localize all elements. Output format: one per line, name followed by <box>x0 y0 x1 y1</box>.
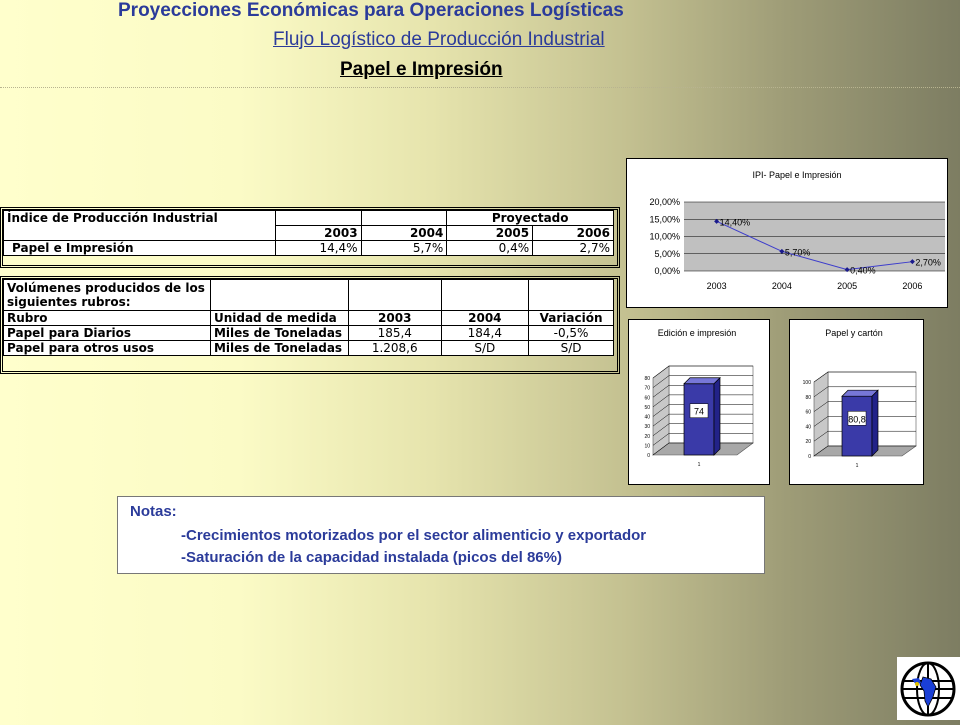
ipi-line-chart <box>626 158 948 308</box>
x-tick-label: 1 <box>855 463 859 469</box>
data-label: 2,70% <box>915 257 941 268</box>
x-tick-label: 2006 <box>902 281 923 291</box>
papel-carton-bar-chart <box>789 319 924 485</box>
ipi-value: 0,4% <box>447 241 533 256</box>
bar <box>684 384 714 455</box>
volume-table <box>3 279 614 356</box>
x-tick-label: 2003 <box>706 281 727 291</box>
bar-side <box>714 378 720 455</box>
y-tick-label: 0 <box>647 453 650 459</box>
x-tick-label: 2005 <box>837 281 858 291</box>
y-tick-label: 20 <box>644 433 650 440</box>
y-tick-label: 10,00% <box>649 231 680 242</box>
ipi-row-label: Papel e Impresión <box>4 241 276 256</box>
table-cell: Miles de Toneladas <box>210 326 348 341</box>
y-tick-label: 40 <box>805 424 811 431</box>
chart-title: Edición e impresión <box>657 328 737 338</box>
y-tick-label: 20 <box>805 439 811 446</box>
edicion-bar-chart <box>628 319 770 485</box>
y-tick-label: 100 <box>802 380 811 386</box>
table-cell: -0,5% <box>529 326 614 341</box>
table-row <box>4 326 614 341</box>
section-title: Papel e Impresión <box>340 59 503 80</box>
y-tick-label: 0 <box>808 454 811 460</box>
projected-header: Proyectado <box>447 211 614 226</box>
table-cell: Miles de Toneladas <box>210 341 348 356</box>
column-header: Variación <box>529 311 614 326</box>
year-header: 2005 <box>447 226 533 241</box>
column-header: 2004 <box>441 311 529 326</box>
x-tick-label: 2004 <box>771 281 792 291</box>
table-cell: 1.208,6 <box>348 341 441 356</box>
y-tick-label: 20,00% <box>649 197 680 207</box>
y-tick-label: 80 <box>805 394 811 401</box>
globe-icon <box>897 657 960 720</box>
y-tick-label: 60 <box>805 409 811 416</box>
year-header: 2003 <box>275 226 361 241</box>
y-tick-label: 40 <box>644 414 650 421</box>
edicion-bar-chart-svg <box>629 320 769 484</box>
papel-carton-bar-chart-svg <box>790 320 923 484</box>
ipi-table-title: Índice de Producción Industrial <box>4 211 276 241</box>
subtitle-link[interactable]: Flujo Logístico de Producción Industrial <box>273 29 605 50</box>
table-cell: S/D <box>441 341 529 356</box>
note-item: -Saturación de la capacidad instalada (picos del 86%) <box>181 549 562 566</box>
notes-heading: Notas: <box>130 503 177 520</box>
chart-title: IPI- Papel e Impresión <box>752 170 842 180</box>
ipi-value: 2,7% <box>533 241 614 256</box>
data-label: 5,70% <box>784 247 811 258</box>
table-cell: S/D <box>529 341 614 356</box>
bar <box>842 396 872 456</box>
x-tick-label: 1 <box>697 462 701 468</box>
y-tick-label: 0,00% <box>654 266 680 276</box>
plot-side-wall <box>814 372 828 456</box>
ipi-line-chart-svg <box>627 159 947 307</box>
year-header: 2006 <box>533 226 614 241</box>
note-item: -Crecimientos motorizados por el sector alimenticio y exportador <box>181 527 647 544</box>
ipi-value: 14,4% <box>275 241 361 256</box>
table-cell: Papel para otros usos <box>4 341 211 356</box>
ipi-value: 5,7% <box>361 241 447 256</box>
column-header: 2003 <box>348 311 441 326</box>
table-cell: 184,4 <box>441 326 529 341</box>
y-tick-label: 70 <box>644 385 650 392</box>
ipi-table <box>3 210 614 256</box>
y-tick-label: 5,00% <box>654 248 680 259</box>
page-title: Proyecciones Económicas para Operaciones Logísticas <box>118 0 624 21</box>
table-cell: Papel para Diarios <box>4 326 211 341</box>
y-tick-label: 50 <box>644 404 650 411</box>
data-label: 0,40% <box>850 265 876 276</box>
volume-table-title: Volúmenes producidos de los <box>7 281 205 295</box>
y-tick-label: 10 <box>644 443 650 450</box>
notes-box <box>117 496 765 574</box>
data-label: 74 <box>693 406 705 417</box>
header-divider <box>0 87 960 88</box>
volume-table-title: siguientes rubros: <box>7 295 131 309</box>
year-header: 2004 <box>361 226 447 241</box>
column-header: Rubro <box>4 311 211 326</box>
y-tick-label: 80 <box>644 376 650 382</box>
table-row <box>4 341 614 356</box>
y-tick-label: 15,00% <box>649 214 680 225</box>
y-tick-label: 30 <box>644 424 650 431</box>
column-header: Unidad de medida <box>210 311 348 326</box>
chart-title: Papel y cartón <box>825 328 883 338</box>
table-cell: 185,4 <box>348 326 441 341</box>
data-label: 80,8 <box>848 414 866 425</box>
data-label: 14,40% <box>719 217 751 228</box>
bar-side <box>872 390 878 456</box>
globe-americas-logo <box>897 657 960 720</box>
y-tick-label: 60 <box>644 395 650 402</box>
